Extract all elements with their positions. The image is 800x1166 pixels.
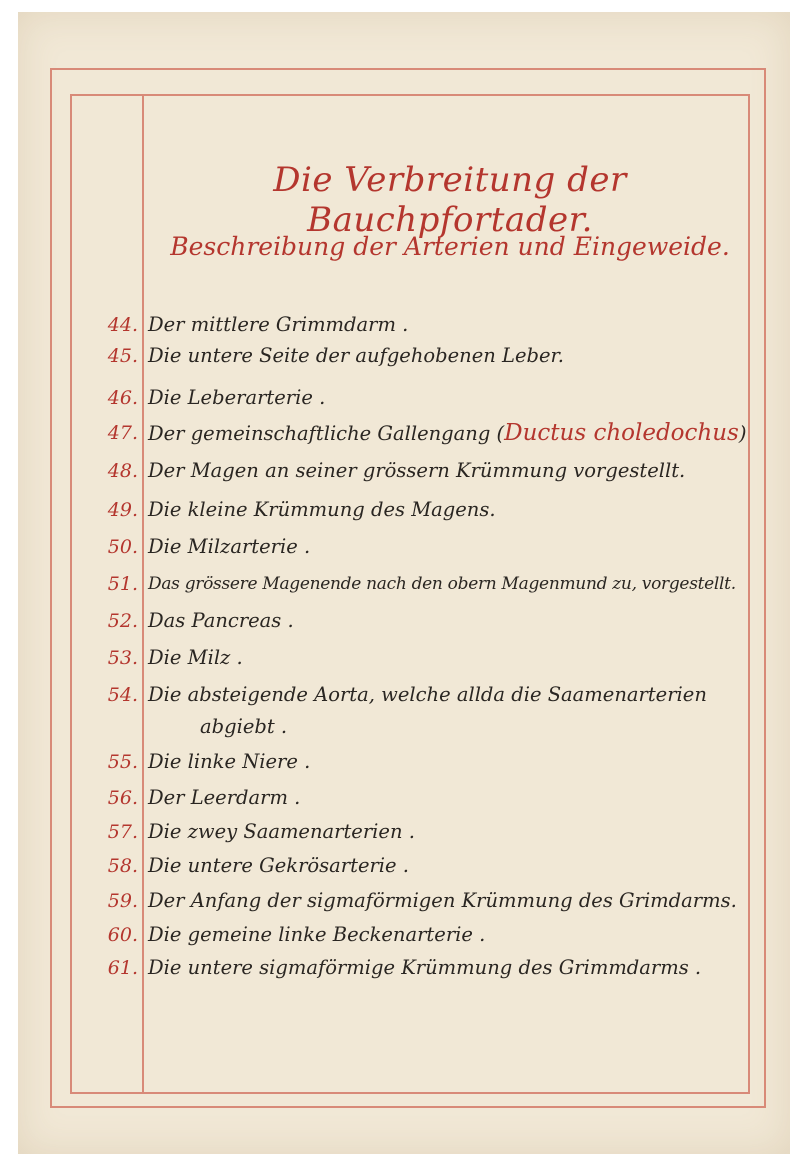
entry-number: 48. [107, 460, 138, 482]
entry-number: 44. [107, 314, 138, 336]
entry-text: Der mittlere Grimmdarm . [148, 313, 409, 336]
entry-number: 61. [107, 957, 138, 979]
list-item [0, 310, 800, 340]
entry-text: Das grössere Magenende nach den obern Magenmund zu, vorgestellt. [148, 574, 736, 594]
entry-text: Der Magen an seiner grössern Krümmung vorgestellt. [148, 459, 686, 482]
entry-text-end: ) [738, 422, 747, 445]
entry-number: 46. [107, 387, 138, 409]
entry-number: 47. [107, 422, 138, 444]
list-item [0, 920, 800, 950]
entry-number: 53. [107, 647, 138, 669]
entry-text-continuation: abgiebt . [200, 715, 288, 738]
entry-text: Die gemeine linke Beckenarterie . [148, 923, 486, 946]
entry-text: Die Milzarterie . [148, 535, 311, 558]
page-subtitle: Beschreibung der Arterien und Eingeweide. [170, 232, 730, 261]
list-item [0, 341, 800, 371]
list-item [0, 532, 800, 562]
list-item [0, 680, 800, 738]
entry-text: Das Pancreas . [148, 609, 294, 632]
list-item [0, 606, 800, 636]
entry-text-start: Der gemeinschaftliche Gallengang ( [148, 422, 505, 445]
list-item [0, 851, 800, 881]
entry-number: 52. [107, 610, 138, 632]
entry-text: Die untere sigmaförmige Krümmung des Grimmdarms . [148, 956, 702, 979]
list-item [0, 783, 800, 813]
list-item [0, 953, 800, 983]
entry-text: Der Leerdarm . [148, 786, 301, 809]
entry-number: 49. [107, 499, 138, 521]
entry-number: 54. [107, 684, 138, 706]
list-item [0, 418, 800, 448]
entry-number: 60. [107, 924, 138, 946]
entry-text: Die untere Seite der aufgehobenen Leber. [148, 344, 564, 367]
entry-number: 50. [107, 536, 138, 558]
list-item [0, 495, 800, 525]
list-item [0, 383, 800, 413]
list-item [0, 886, 800, 916]
entry-text: Die absteigende Aorta, welche allda die Saamenarterien [148, 683, 707, 706]
entry-number: 51. [107, 573, 138, 595]
entry-text [148, 418, 746, 449]
list-item [0, 569, 800, 599]
entry-text: Die Leberarterie . [148, 386, 326, 409]
list-item [0, 747, 800, 777]
latin-term: Ductus choledochus [504, 420, 739, 446]
entry-text: Der Anfang der sigmaförmigen Krümmung des Grimdarms. [148, 889, 737, 912]
entry-text: Die kleine Krümmung des Magens. [148, 498, 496, 521]
entry-number: 45. [107, 345, 138, 367]
entry-text: Die untere Gekrösarterie . [148, 854, 409, 877]
list-item [0, 456, 800, 486]
list-item [0, 643, 800, 673]
entry-number: 58. [107, 855, 138, 877]
entry-number: 57. [107, 821, 138, 843]
entry-text: Die linke Niere . [148, 750, 311, 773]
list-item [0, 817, 800, 847]
entry-number: 55. [107, 751, 138, 773]
entry-text: Die Milz . [148, 646, 243, 669]
entry-number: 59. [107, 890, 138, 912]
page-title: Die Verbreitung der Bauchpfortader. [273, 160, 627, 240]
entry-number: 56. [107, 787, 138, 809]
entry-text: Die zwey Saamenarterien . [148, 820, 415, 843]
